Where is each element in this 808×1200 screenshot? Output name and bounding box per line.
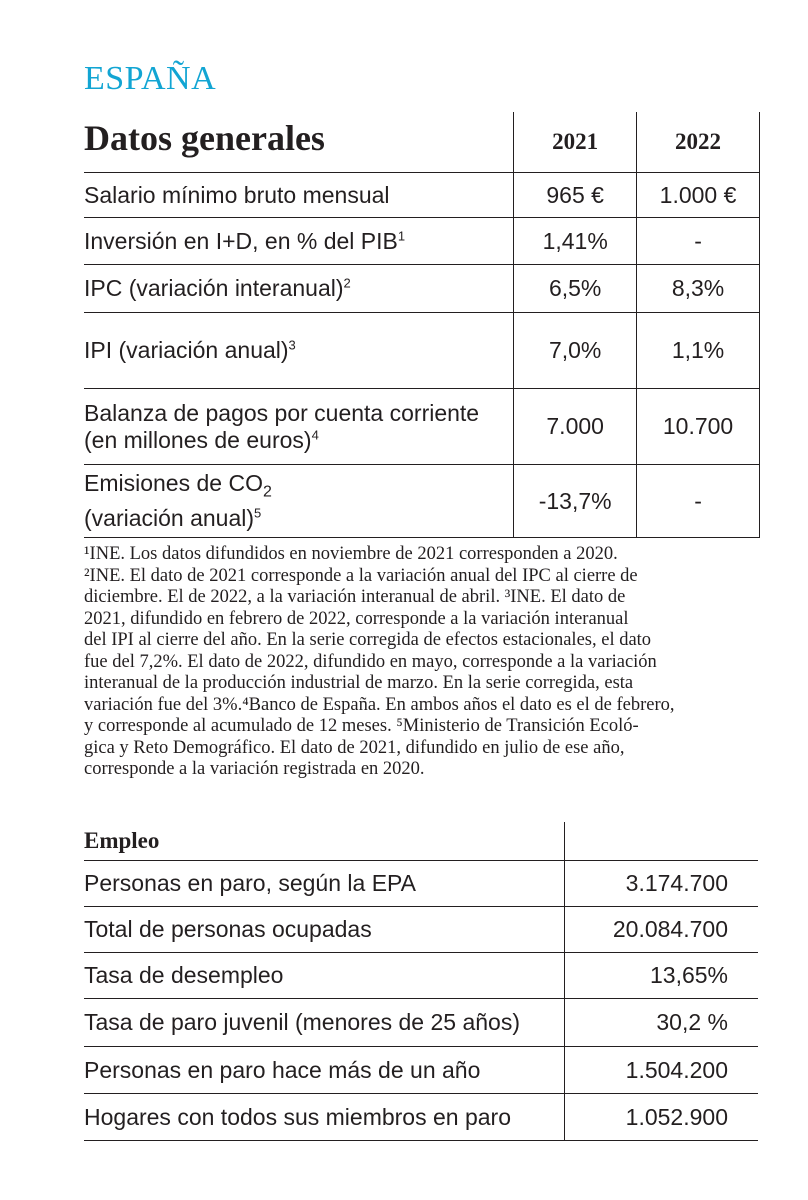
table-row [84, 999, 758, 1047]
general-data-table [84, 112, 760, 538]
table-row [84, 861, 758, 907]
table-row [84, 1047, 758, 1094]
footnote-ref: 1 [397, 227, 406, 243]
row-label: Tasa de desempleo [84, 953, 565, 999]
table-row [84, 953, 758, 999]
table-header-row [84, 112, 760, 173]
footnote-ref: 3 [288, 337, 296, 353]
value-2021: 7,0% [514, 313, 637, 389]
footnote-ref: 4 [311, 426, 319, 442]
table-row [84, 389, 760, 465]
row-value: 3.174.700 [565, 861, 759, 907]
header-empty-cell [565, 822, 759, 861]
row-label: IPC (variación interanual)$^2$ [84, 265, 514, 313]
subscript: 2 [262, 483, 272, 501]
footnote-line: gica y Reto Demográfico. El dato de 2021, difundido en julio de ese año, [84, 737, 625, 758]
value-2022: 8,3% [637, 265, 760, 313]
footnote-ref: 5 [254, 505, 262, 521]
table-row [84, 1094, 758, 1141]
footnotes [84, 544, 764, 781]
value-2021: 1,41% [514, 218, 637, 265]
value-2021: -13,7% [514, 465, 637, 538]
row-value: 1.504.200 [565, 1047, 759, 1094]
year-header-2022: 2022 [637, 112, 760, 173]
value-2021: 6,5% [514, 265, 637, 313]
value-2022: - [637, 218, 760, 265]
row-value: 1.052.900 [565, 1094, 759, 1141]
footnote-line: y corresponde al acumulado de 12 meses. ⁵Ministerio de Transición Ecoló- [84, 716, 639, 736]
value-2022: - [637, 465, 760, 538]
footnote-line: corresponde a la variación registrada en 2020. [84, 759, 425, 779]
row-label: Salario mínimo bruto mensual [84, 173, 514, 218]
row-label: Tasa de paro juvenil (menores de 25 años) [84, 999, 565, 1047]
footnote-line: ²INE. El dato de 2021 corresponde a la variación anual del IPC al cierre de [84, 565, 638, 586]
value-2022: 1.000 € [637, 173, 760, 218]
footnote-line: 2021, difundido en febrero de 2022, corresponde a la variación interanual [84, 608, 629, 629]
row-label: Hogares con todos sus miembros en paro [84, 1094, 565, 1141]
value-2021: 7.000 [514, 389, 637, 465]
table-title: Empleo [84, 822, 565, 861]
table-row [84, 218, 760, 265]
footnote-line: diciembre. El de 2022, a la variación interanual de abril. ³INE. El dato de [84, 587, 626, 607]
row-label: Emisiones de $CO_2$ (variación anual)$^5$ [84, 465, 514, 538]
year-header-2021: 2021 [514, 112, 637, 173]
footnote-line: fue del 7,2%. El dato de 2022, difundido en mayo, corresponde a la variación [84, 651, 657, 672]
value-2021: 965 € [514, 173, 637, 218]
table-row [84, 313, 760, 389]
row-label: IPI (variación anual)$^3$ [84, 313, 514, 389]
value-2022: 10.700 [637, 389, 760, 465]
row-label: Personas en paro, según la EPA [84, 861, 565, 907]
table-row [84, 173, 760, 218]
table-title: Datos generales [84, 112, 514, 173]
row-label: Inversión en I+D, en % del PIB$^1$ [84, 218, 514, 265]
value-2022: 1,1% [637, 313, 760, 389]
row-value: 13,65% [565, 953, 759, 999]
row-label: Total de personas ocupadas [84, 907, 565, 953]
footnote-line: interanual de la producción industrial de marzo. En la serie corregida, esta [84, 673, 634, 693]
row-value: 20.084.700 [565, 907, 759, 953]
row-label: Balanza de pagos por cuenta corriente (en millones de euros)$^4$ [84, 389, 514, 465]
footnote-line: del IPI al cierre del año. En la serie corregida de efectos estacionales, el dato [84, 630, 652, 650]
table-row [84, 265, 760, 313]
section-kicker: ESPAÑA [84, 60, 217, 97]
footnote-line: variación fue del 3%.⁴Banco de España. En ambos años el dato es el de febrero, [84, 694, 675, 715]
footnote-ref: 2 [343, 275, 351, 291]
row-value: 30,2 % [565, 999, 759, 1047]
table-row [84, 907, 758, 953]
empleo-table [84, 822, 758, 1141]
footnote-line: ¹INE. Los datos difundidos en noviembre de 2021 corresponden a 2020. [84, 544, 618, 564]
table-header-row [84, 822, 758, 861]
table-row [84, 465, 760, 538]
row-label: Personas en paro hace más de un año [84, 1047, 565, 1094]
